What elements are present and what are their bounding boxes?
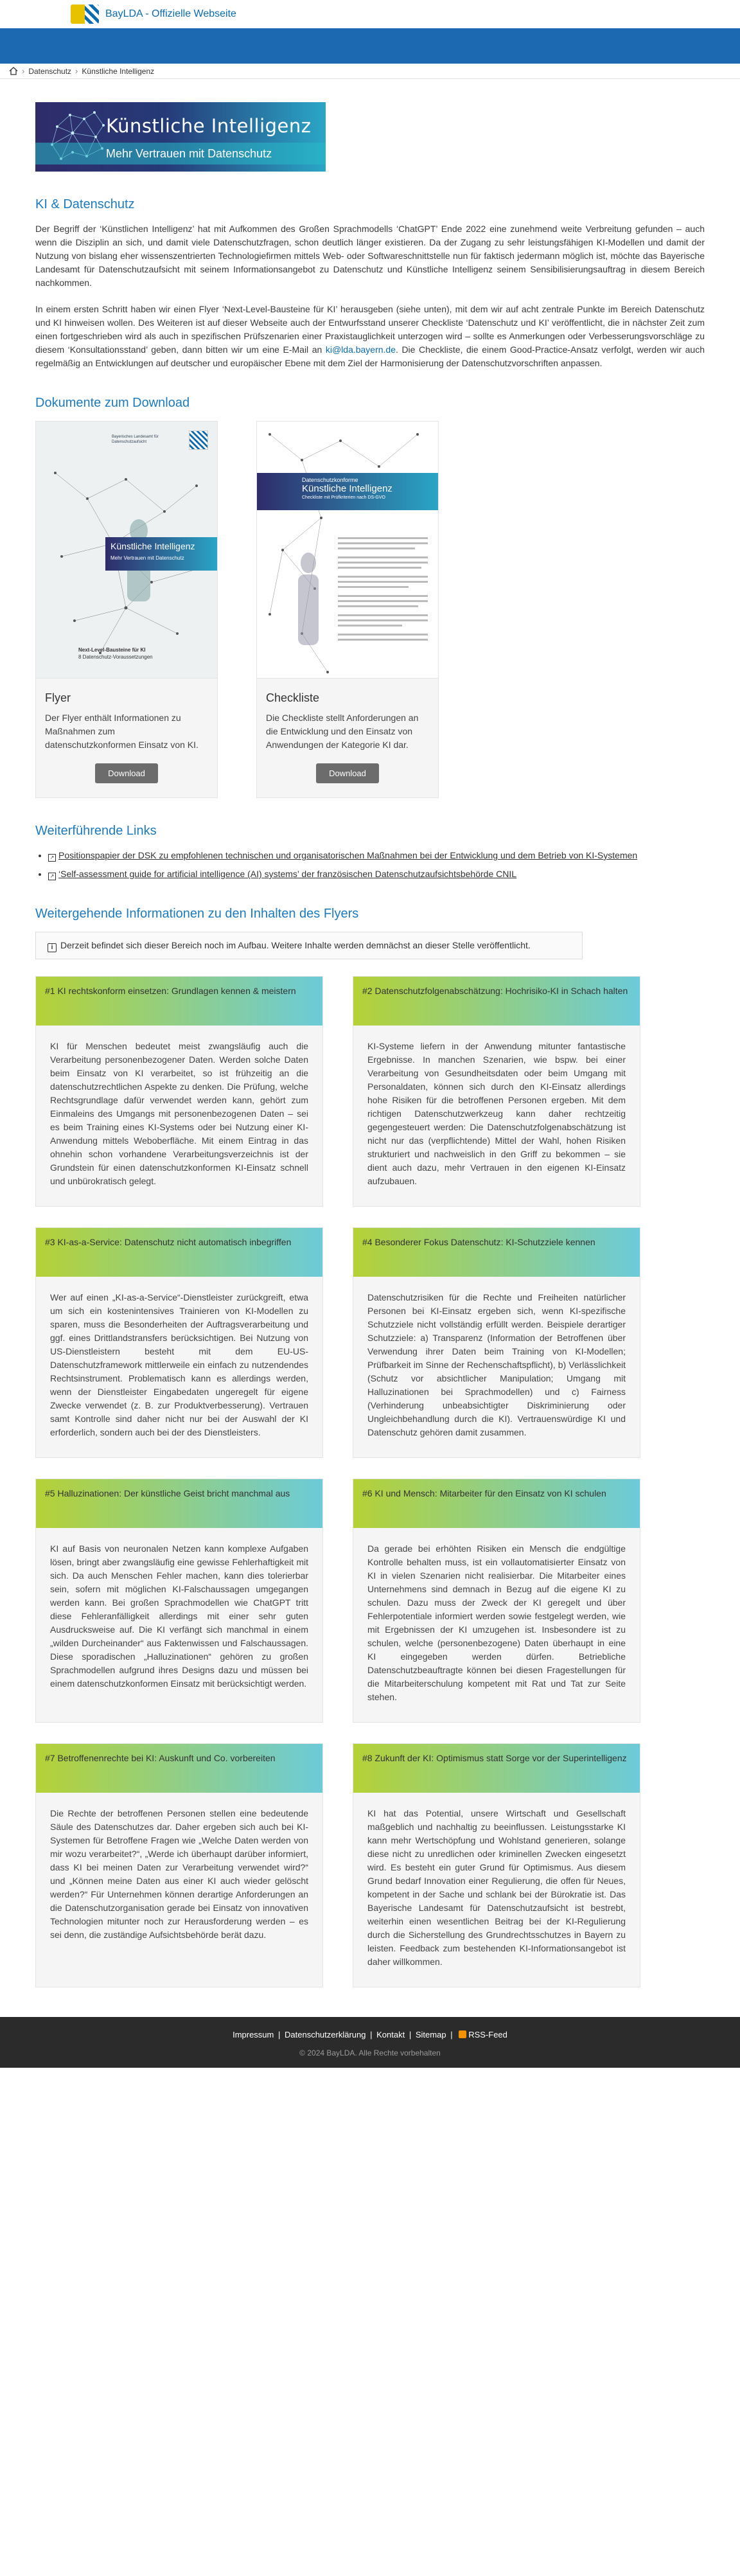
topic-card-2: [353, 976, 640, 1207]
info-icon: i: [48, 943, 57, 952]
checklist-description: Die Checkliste stellt Anforderungen an die Entwicklung und den Einsatz von Anwendungen der Kategorie KI dar.: [266, 713, 419, 750]
flyer-title: Flyer: [45, 691, 71, 704]
footer-copyright: © 2024 BayLDA. Alle Rechte vorbehalten: [299, 2048, 441, 2057]
flyer-description: Der Flyer enthält Informationen zu Maßnahmen zum datenschutzkonformen Einsatz von KI.: [45, 713, 198, 750]
footer-link-rss[interactable]: RSS-Feed: [468, 2030, 507, 2039]
card-title: #3 KI-as-a-Service: Datenschutz nicht automatisch inbegriffen: [36, 1228, 322, 1277]
card-text: Wer auf einen „KI-as-a-Service“-Dienstleister zurückgreift, etwa um sich ein kostenintensives Trainieren von KI-Modellen zu sparen, muss die Besonderheiten der Auftragsverarbeitung und ggf. eines Drittlandstransfers berücksichtigen. Bei Nutzung von US-Dienstleistern besteht mit dem EU-US-Datenschutzframework mittlerweile ein einfach zu nutzendendes Rechtsinstrument. Problematisch kann es allerdings werden, wenn der Dienstleister Eingabedaten ungeregelt für eigene Zwecke verwendet (z. B. zur Produktverbesserung). Vertrauen samt Kontrolle sind daher nicht nur bei der Auswahl der KI erforderlich, sondern auch bei der des Dienstleisters.: [50, 1292, 308, 1437]
flyer-crest-icon: [189, 431, 208, 450]
footer-separator: |: [450, 2030, 453, 2039]
link-cnil-self-assessment[interactable]: ‘Self-assessment guide for artificial intelligence (AI) systems’ der französischen Datenschutzaufsichtsbehörde CNIL: [58, 869, 517, 879]
breadcrumb-datenschutz[interactable]: Datenschutz: [28, 66, 72, 76]
navigation-band: [0, 28, 740, 64]
footer-link-sitemap[interactable]: Sitemap: [415, 2030, 446, 2039]
topic-card-6: [353, 1479, 640, 1723]
footer-separator: |: [278, 2030, 281, 2039]
card-text: KI-Systeme liefern in der Anwendung mitunter fantastische Ergebnisse. In manchen Szenarien, wie bspw. bei einer Verarbeitung von Gesundheitsdaten oder beim Umgang mit Personaldaten, können sich durch den KI-Einsatz allerdings hohe Risiken für die betroffenen Personen ergeben. Mit dem richtigen Datenschutzwerkzeug kann daher rechtzeitig gegengesteuert werden: Die Datenschutzfolgenabschätzung ist nicht nur das (verpflichtende) Mittel der Wahl, hohen Risiken strukturiert und nachweislich in den Griff zu bekommen – sie dient auch dazu, mehr Vertrauen in den eigenen KI-Einsatz aufzubauen.: [367, 1041, 626, 1186]
card-text: Da gerade bei erhöhten Risiken ein Mensch die endgültige Kontrolle behalten muss, ist ein vollautomatisierter Einsatz von KI in vielen Szenarien nicht realisierbar. Die Mitarbeiter eines Unternehmens sind demnach in Bezug auf die eigene KI zu schulen. Dazu muss der Zweck der KI geregelt und über Fehlerpotentiale informiert werden sowie festgelegt werden, wie mit Ergebnissen der KI umzugehen ist. Insbesondere ist zu schulen, welche (personenbezogene) Daten überhaupt in eine KI eingegeben werden dürfen. Betriebliche Datenschutzbeauftragte können bei diesen Fragestellungen für die Mitarbeiterschulung kompetent mit Rat und Tat zur Seite stehen.: [367, 1543, 626, 1702]
external-link-icon: ↗: [48, 873, 56, 880]
chevron-right-icon: ›: [22, 66, 25, 76]
breadcrumb-current: Künstliche Intelligenz: [82, 66, 155, 76]
footer-separator: |: [370, 2030, 373, 2039]
checklist-download-button[interactable]: Download: [316, 763, 379, 783]
footer-separator: |: [409, 2030, 412, 2039]
intro-text: In einem ersten Schritt haben wir einen Flyer ‘Next-Level-Bausteine für KI’ herausgeben (siehe unten), mit dem wir auf acht zentrale Punkte im Bereich Datenschutz und KI hinweisen wollen. Des Weiteren ist auf dieser Webseite auch der Entwurfsstand unserer Checkliste ‘Datenschutz und KI’ veröffentlicht, die in nächster Zeit zum einen fortgeschrieben wird als auch in spezifischen Prüfszenarien einer Praxistauglichkeit unterzogen wird – sollte es Anmerkungen oder Verbesserungsvorschläge zu diesem ‘Konsultationsstand’ geben, dann bitten wir um eine E-Mail an: [35, 304, 705, 355]
link-dsk-positionspapier[interactable]: Positionspapier der DSK zu empfohlenen technischen und organisatorischen Maßnahmen bei der Entwicklung und dem Betrieb von KI-Systemen: [58, 850, 638, 860]
home-icon[interactable]: [9, 67, 18, 75]
checklist-thumb-title: Künstliche Intelligenz: [302, 483, 392, 494]
checklist-thumb-subtitle: Checkliste mit Prüfkriterien nach DS-GVO: [302, 495, 385, 500]
topic-card-1: [35, 976, 323, 1207]
checklist-thumb-header: Datenschutzkonforme: [302, 477, 358, 483]
card-title: #4 Besonderer Fokus Datenschutz: KI-Schutzziele kennen: [353, 1228, 640, 1277]
breadcrumb: [0, 64, 740, 79]
hero-banner: [35, 102, 326, 172]
card-title: #5 Halluzinationen: Der künstliche Geist bricht manchmal aus: [36, 1479, 322, 1528]
email-link[interactable]: ki@lda.bayern.de: [325, 344, 396, 355]
footer-link-datenschutz[interactable]: Datenschutzerklärung: [285, 2030, 366, 2039]
flyer-card: [35, 421, 218, 798]
download-cards: [35, 421, 705, 798]
flyer-thumb-subtitle: Mehr Vertrauen mit Datenschutz: [110, 555, 184, 561]
footer-link-impressum[interactable]: Impressum: [233, 2030, 274, 2039]
flyer-thumb-caption: [78, 646, 207, 661]
card-title: #7 Betroffenenrechte bei KI: Auskunft und Co. vorbereiten: [36, 1744, 322, 1793]
card-text: KI für Menschen bedeutet meist zwangsläufig auch die Verarbeitung personenbezogener Daten. Werden solche Daten beim Einsatz von KI verarbeitet, so ist frühzeitig an die datenschutzrechtlichen Aspekte zu denken. Die Prüfung, welche Rechtsgrundlage dafür verwendet werden kann, gehört zum Einmaleins des Umgangs mit personenbezogenen Daten – sei es beim Training eines KI-Systems oder bei Nutzung einer KI-Anwendung mittels Weboberfläche. Mit einem Eintrag in das ohnehin schon vorhandene Verarbeitungsverzeichnis ist der Grundstein für einen datenschutzkonformen KI-Einsatz schnell und unbürokratisch gelegt.: [50, 1041, 308, 1186]
intro-paragraph-1: Der Begriff der ‘Künstlichen Intelligenz’ hat mit Aufkommen des Großen Sprachmodells ‘ChatGPT’ Ende 2022 eine zunehmend weite Verbreitung gefunden – auch wenn die Disziplin an sich, und damit viele Datenschutzfragen, schon deutlich länger existieren. Da der Zugang zu sehr leistungsfähigen KI-Modellen und damit der Nutzung von bislang eher wissenszentrierten Technologiefirmen mittels Web- oder Softwareschnittstelle nun für faktisch jedermann möglich ist, möchte das Bayerische Landesamt für Datenschutzaufsicht mit seinem Informationsangebot zu Datenschutz und Künstliche Intelligenz seinem Sensibilisierungsauftrag in diesem Bereich nachkommen.: [35, 224, 705, 288]
topic-card-3: [35, 1227, 323, 1458]
info-notice: [35, 932, 583, 959]
card-text: KI hat das Potential, unsere Wirtschaft und Gesellschaft maßgeblich und nachhaltig zu beeinflussen. Leistungsstarke KI kann mehr Wertschöpfung und Wohlstand generieren, solange diese nicht zu unredlichen oder kriminellen Zwecken eingesetzt wird. Es besteht ein guter Grund für Optimismus. Aus diesem Grund bedarf Innovation einer Regulierung, die offen für Neues, kompetent in der Sache und schlank bei der Bürokratie ist. Das Bayerische Landesamt für Datenschutzaufsicht ist bestrebt, weiterhin einen wesentlichen Beitrag bei der KI-Regulierung durch die Sicherstellung des Grundrechtsschutzes in Bayern zu leisten. Feedback zum bestehenden KI-Informationsangebot ist daher willkommen.: [367, 1808, 626, 1967]
intro-paragraph-2: [35, 303, 705, 370]
section-heading-ki-datenschutz: KI & Datenschutz: [35, 197, 135, 211]
flyer-thumb-caption-2: 8 Datenschutz-Voraussetzungen: [78, 654, 153, 660]
list-item: [48, 849, 705, 862]
chevron-right-icon: ›: [75, 66, 78, 76]
rss-icon: [459, 2030, 466, 2038]
topic-card-4: [353, 1227, 640, 1458]
hero-title: Künstliche Intelligenz: [106, 115, 312, 137]
notice-text: Derzeit befindet sich dieser Bereich noch im Aufbau. Weitere Inhalte werden demnächst an dieser Stelle veröffentlicht.: [60, 940, 531, 950]
card-title: #6 KI und Mensch: Mitarbeiter für den Einsatz von KI schulen: [353, 1479, 640, 1528]
checklist-title: Checkliste: [266, 691, 320, 704]
checklist-card: [256, 421, 439, 798]
section-heading-downloads: Dokumente zum Download: [35, 396, 190, 410]
card-title: #2 Datenschutzfolgenabschätzung: Hochrisiko-KI in Schach halten: [353, 977, 640, 1026]
checklist-thumb-band: [257, 473, 438, 510]
section-heading-flyer-info: Weitergehende Informationen zu den Inhalten des Flyers: [35, 907, 359, 921]
flyer-thumb-band: [105, 537, 217, 571]
topic-card-7: [35, 1743, 323, 1987]
bavarian-crest-icon[interactable]: [71, 4, 99, 24]
footer-link-kontakt[interactable]: Kontakt: [376, 2030, 405, 2039]
checklist-network-illustration: [257, 422, 438, 679]
flyer-thumb-header: Bayerisches Landesamt für Datenschutzaufsicht: [112, 435, 159, 444]
flyer-thumbnail[interactable]: [36, 422, 217, 679]
site-title-link[interactable]: BayLDA - Offizielle Webseite: [105, 8, 236, 19]
card-title: #1 KI rechtskonform einsetzen: Grundlagen kennen & meistern: [36, 977, 322, 1026]
card-text: Datenschutzrisiken für die Rechte und Freiheiten natürlicher Personen bei KI-Einsatz ergeben sich, wenn KI-spezifische Schutzziele nicht vollständig erfüllt werden. Beispiele derartiger Schutzziele: a) Transparenz (Information der Betroffenen über Verwendung ihrer Daten beim Training von KI-Modellen; Prüfbarkeit im Sinne der Rechenschaftspflicht), b) Verlässlichkeit (Schutz vor absichtlicher Manipulation; Umgang mit Halluzinationen bei Sprachmodellen) und c) Fairness (Verhinderung unbeabsichtigter Diskriminierung oder Ungleichbehandlung durch die KI). Vertrauenswürdige KI und Datenschutz gehören damit zusammen.: [367, 1292, 626, 1437]
card-title: #8 Zukunft der KI: Optimismus statt Sorge vor der Superintelligenz: [353, 1744, 640, 1793]
external-links-list: [48, 849, 705, 881]
flyer-download-button[interactable]: Download: [95, 763, 158, 783]
section-heading-links: Weiterführende Links: [35, 824, 157, 838]
topic-card-5: [35, 1479, 323, 1723]
intro-text-end: . Die Checkliste, die einem Good-Practice-Ansatz verfolgt, werden wir auch regelmäßig an Entwicklungen auf deutscher und europäischer Ebene mit dem Ziel der Harmonisierung der Datenschutzvorschriften anpassen.: [35, 344, 705, 368]
flyer-thumb-title: Künstliche Intelligenz: [110, 541, 195, 551]
hero-subtitle: Mehr Vertrauen mit Datenschutz: [35, 143, 326, 164]
top-bar: [0, 0, 740, 28]
list-item: [48, 867, 705, 881]
card-text: KI auf Basis von neuronalen Netzen kann komplexe Aufgaben lösen, bringt aber zwangsläufig eine gewisse Fehlerhaftigkeit mit sich. Da auch Menschen Fehler machen, kann dies tolerierbar sein, sofern mit möglichen KI-Falschaussagen umgegangen werden kann. Bei großen Sprachmodellen wie ChatGPT tritt diese Fehleranfälligkeit allerdings mit einer sehr guten Ausdrucksweise auf. Die KI verfängt sich manchmal in einem „wilden Durcheinander“ aus Faktenwissen und Falschaussagen. Diese sporadischen „Halluzinationen“ gehören zu großen Sprachmodellen aufgrund ihres Designs dazu und müssen bei einem datenschutzkonformen Einsatz mit berücksichtigt werden.: [50, 1543, 308, 1689]
footer: [0, 2017, 740, 2068]
flyer-topic-grid: [35, 976, 705, 1987]
external-link-icon: ↗: [48, 854, 56, 862]
checklist-thumbnail[interactable]: [257, 422, 438, 679]
card-text: Die Rechte der betroffenen Personen stellen eine bedeutende Säule des Datenschutzes dar. Daher ergeben sich auch bei KI-Systemen für Betroffene Fragen wie „Welche Daten werden von mir wozu verarbeitet?“, „Werde ich überhaupt darüber informiert, dass KI bei meinen Daten zur Verarbeitung verwendet wird?“ und „Können meine Daten aus einer KI auch wieder gelöscht werden?“ Für Unternehmen können derartige Anforderungen an die Datenschutzorganisation gerade bei Einsatz von innovativen Technologien mitunter noch zur Herausforderung werden – es sei denn, die zuständige Aufsichtsbehörde berät dazu.: [50, 1808, 308, 1940]
flyer-thumb-caption-1: Next-Level-Bausteine für KI: [78, 647, 146, 653]
topic-card-8: [353, 1743, 640, 1987]
